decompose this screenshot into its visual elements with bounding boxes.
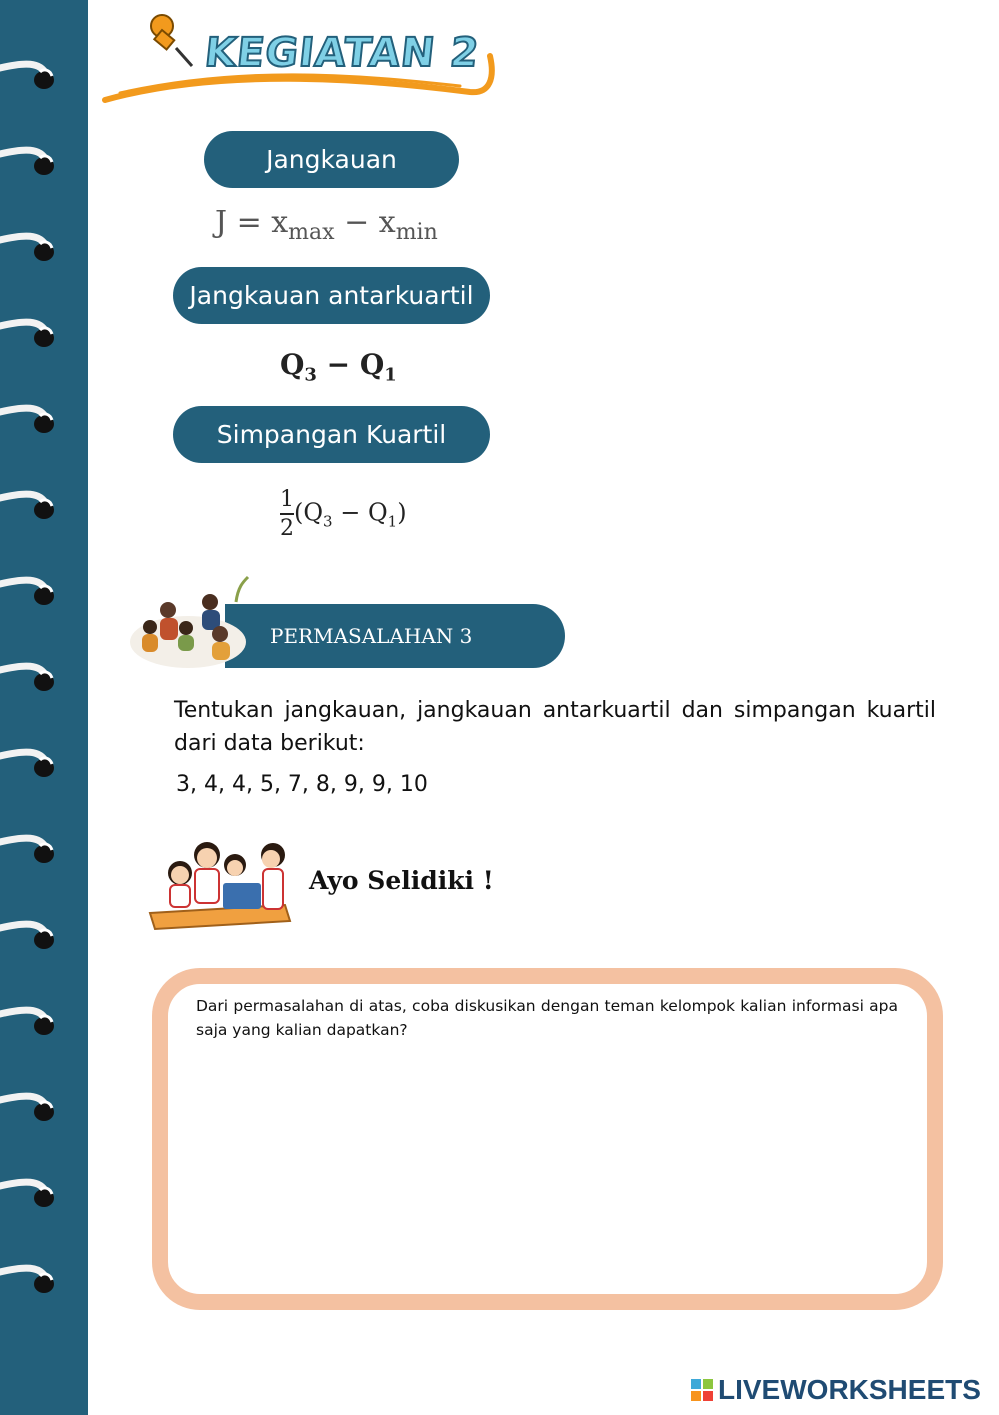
concept-label-jangkauan-antarkuartil: Jangkauan antarkuartil	[173, 267, 490, 324]
problem-banner-label: PERMASALAHAN 3	[270, 624, 473, 648]
spiral-ring-icon	[0, 650, 70, 710]
concept-label-jangkauan: Jangkauan	[204, 131, 459, 188]
spiral-ring-icon	[0, 220, 70, 280]
students-laptop-illustration	[145, 835, 295, 935]
problem-banner	[225, 604, 565, 668]
spiral-ring-icon	[0, 564, 70, 624]
formula-simpangan-kuartil: $\frac{1}{2}$ $(Q_3 - Q_1)$	[280, 487, 407, 542]
spiral-ring-icon	[0, 1252, 70, 1312]
spiral-ring-icon	[0, 736, 70, 796]
problem-data: 3, 4, 4, 5, 7, 8, 9, 9, 10	[176, 772, 428, 797]
fraction-half: $\frac{1}{2}$	[280, 487, 294, 542]
spiral-ring-icon	[0, 822, 70, 882]
problem-statement: Tentukan jangkauan, jangkauan antarkuartil dan simpangan kuartil dari data berikut:	[174, 698, 936, 756]
spiral-ring-icon	[0, 392, 70, 452]
spiral-ring-icon	[0, 1166, 70, 1226]
spiral-ring-icon	[0, 306, 70, 366]
formula-jangkauan: $J = x_{max} - x_{min}$	[215, 205, 438, 245]
concept-label-simpangan-kuartil: Simpangan Kuartil	[173, 406, 490, 463]
brand-footer	[690, 1374, 981, 1406]
investigate-heading: Ayo Selidiki !	[309, 866, 494, 895]
answer-input-area[interactable]	[190, 1050, 905, 1270]
spiral-ring-icon	[0, 134, 70, 194]
spiral-ring-icon	[0, 478, 70, 538]
liveworksheets-logo-icon	[690, 1378, 714, 1402]
spiral-ring-icon	[0, 1080, 70, 1140]
investigate-prompt: Dari permasalahan di atas, coba diskusikan dengan teman kelompok kalian informasi apa saja yang kalian dapatkan?	[196, 997, 898, 1039]
group-discussion-illustration	[128, 572, 253, 672]
page-title: KEGIATAN 2	[202, 30, 482, 76]
spiral-ring-icon	[0, 908, 70, 968]
spiral-ring-icon	[0, 994, 70, 1054]
brand-name: LIVEWORKSHEETS	[718, 1374, 981, 1405]
pushpin-icon	[151, 15, 192, 66]
spiral-ring-icon	[0, 48, 70, 108]
formula-jangkauan-antarkuartil: $Q_3 - Q_1$	[280, 348, 397, 386]
